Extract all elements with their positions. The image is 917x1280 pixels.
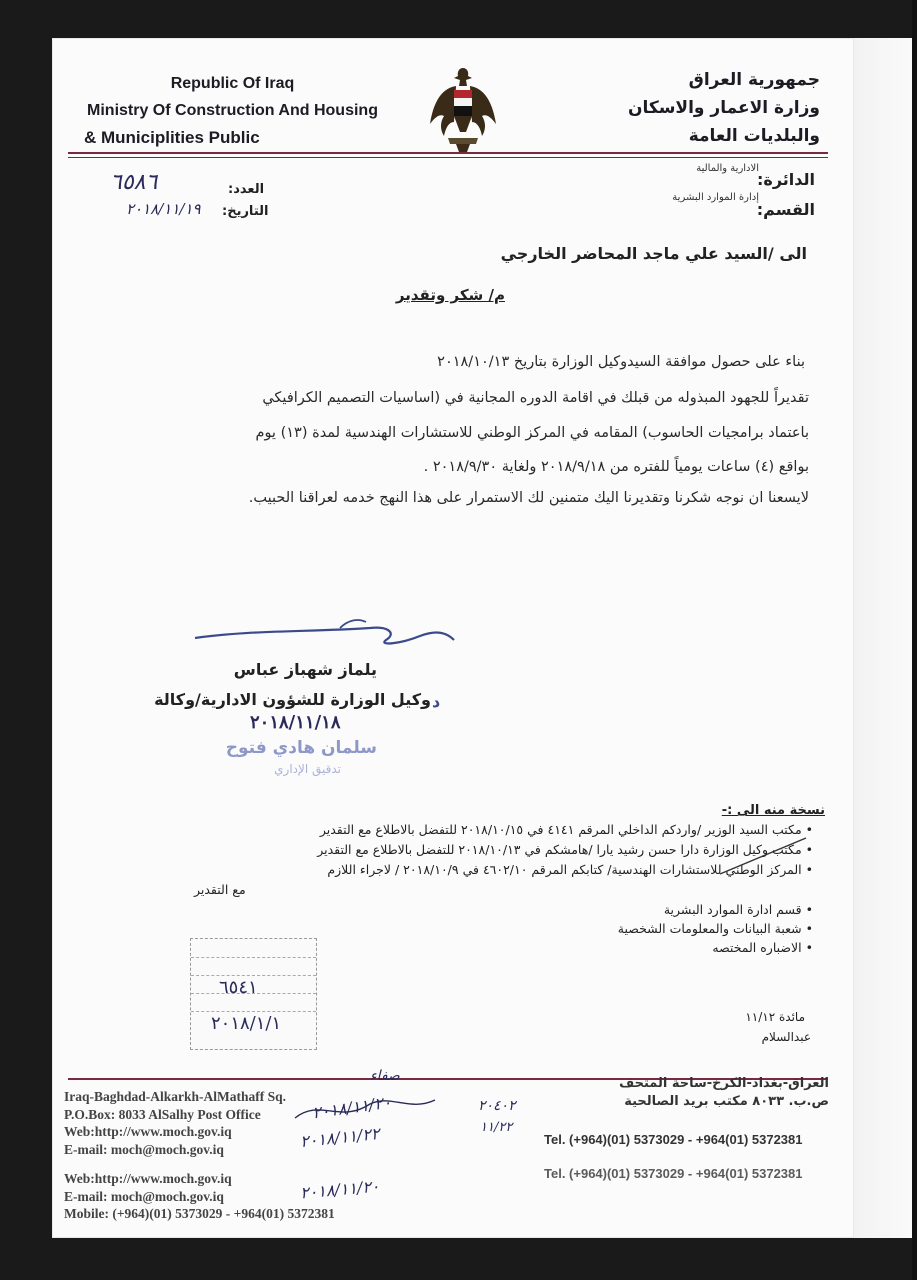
copy-item-1: • مكتب السيد الوزير /واردكم الداخلي المرقم ٤١٤١ في ٢٠١٨/١٠/١٥ للتفضل بالاطلاع مع التقدير xyxy=(319,822,813,837)
typist-line-1: مائدة ١١/١٢ xyxy=(745,1010,805,1024)
signature-scribble xyxy=(190,610,470,660)
footer-email-copy: E-mail: moch@moch.gov.iq xyxy=(64,1188,224,1204)
handwritten-scribble xyxy=(290,1088,440,1128)
ar-municipalities: والبلديات العامة xyxy=(688,126,820,146)
body-paragraph-2: تقديراً للجهود المبذوله من قبلك في اقامة الدوره المجانية في (اساسيات التصميم الكرافيكي xyxy=(262,390,809,406)
number-label: العدد: xyxy=(228,182,265,197)
footer-web-copy: Web:http://www.moch.gov.iq xyxy=(64,1171,232,1186)
header-rule xyxy=(68,152,828,154)
signatory-title: وكيل الوزارة للشؤون الادارية/وكالة xyxy=(154,690,431,709)
typist-line-2: عبدالسلام xyxy=(761,1030,811,1044)
paper-edge xyxy=(854,38,912,1238)
copy-item-5-text: شعبة البيانات والمعلومات الشخصية xyxy=(617,921,802,936)
body-paragraph-1: بناء على حصول موافقة السيدوكيل الوزارة بتاريخ ٢٠١٨/١٠/١٣ xyxy=(437,354,805,370)
copy-item-3-text: المركز الوطني للاستشارات الهندسية/ كتابكم المرقم ٤٦٠٢/١٠ في ٢٠١٨/١٠/٩ / لاجراء اللازم xyxy=(327,862,802,877)
recipient-line: الى /السيد علي ماجد المحاضر الخارجي xyxy=(500,244,807,263)
footer-ar-address: العراق-بغداد-الكرخ-ساحة المتحف xyxy=(619,1076,829,1091)
copy-item-4: • قسم ادارة الموارد البشرية xyxy=(663,902,813,917)
number-value: ٦٥٨٦ xyxy=(110,170,158,195)
copy-item-6: • الاضباره المختصه xyxy=(712,940,813,955)
stamp-date: ٢٠١٨/١/١ xyxy=(211,1013,282,1034)
copy-item-5: • شعبة البيانات والمعلومات الشخصية xyxy=(617,921,813,936)
date-label: التاريخ: xyxy=(222,204,269,219)
stamp-number: ٦٥٤١ xyxy=(219,977,258,998)
frame-edge xyxy=(912,0,917,1280)
copy-item-4-text: قسم ادارة الموارد البشرية xyxy=(663,902,802,917)
copy-item-1-text: مكتب السيد الوزير /واردكم الداخلي المرقم ٤١٤١ في ٢٠١٨/١٠/١٥ للتفضل بالاطلاع مع التقدير xyxy=(319,822,802,837)
signatory-title-prefix: د xyxy=(432,692,441,711)
stamp-overlay-name: سلمان هادي فتوح xyxy=(225,738,377,758)
footer-arabic xyxy=(529,1075,829,1111)
section-value: إدارة الموارد البشرية xyxy=(672,192,759,203)
arabic-letterhead xyxy=(560,66,820,150)
body-paragraph-3: باعتماد برامجيات الحاسوب) المقامه في المركز الوطني للاستشارات الهندسية لمدة (١٣) يوم xyxy=(255,425,809,441)
footer-web: Web:http://www.moch.gov.iq xyxy=(64,1124,232,1139)
handwritten-date-3: ٢٠١٨/١١/٢٠ xyxy=(299,1176,381,1203)
footer-tel-copy: Tel. (+964)(01) 5373029 - +964(01) 5372381 xyxy=(544,1166,803,1181)
en-municipalities: & Municiplities Public xyxy=(84,128,260,147)
copies-heading: نسخة منه الى :- xyxy=(721,803,825,818)
copy-item-3: • المركز الوطني للاستشارات الهندسية/ كتابكم المرقم ٤٦٠٢/١٠ في ٢٠١٨/١٠/٩ / لاجراء اللازم xyxy=(327,862,813,877)
stamp-overlay-sub: تدقيق الإداري xyxy=(274,762,341,776)
english-letterhead xyxy=(80,70,385,151)
copy-item-2-text: مكتب وكيل الوزارة دارا حسن رشيد يارا /هامشكم في ٢٠١٨/١٠/١٣ للتفضل بالاطلاع مع التقدير xyxy=(317,842,802,857)
signature-date: ٢٠١٨/١١/١٨ xyxy=(250,712,341,733)
signatory-name: يلماز شهباز عباس xyxy=(233,660,377,679)
footer-email: E-mail: moch@moch.gov.iq xyxy=(64,1141,224,1157)
footer-ar-pobox: ص.ب. ٨٠٣٣ مكتب بريد الصالحية xyxy=(624,1094,829,1109)
iraq-eagle-emblem-icon xyxy=(426,64,500,156)
date-value: ٢٠١٨/١١/١٩ xyxy=(126,200,201,218)
handwritten-date-1: ٢٠١٨/١١/٢٠ xyxy=(311,1092,393,1123)
handwritten-note-name: صفاء xyxy=(370,1068,400,1084)
ar-ministry: وزارة الاعمار والاسكان xyxy=(627,98,820,118)
copy-item-2: • مكتب وكيل الوزارة دارا حسن رشيد يارا /هامشكم في ٢٠١٨/١٠/١٣ للتفضل بالاطلاع مع التقدير xyxy=(317,842,813,857)
handwritten-check-mark xyxy=(716,834,812,884)
department-label: الدائرة: xyxy=(756,170,815,189)
incoming-stamp-box xyxy=(190,938,317,1050)
footer-address: Iraq-Baghdad-Alkarkh-AlMathaff Sq. xyxy=(64,1089,287,1104)
subject-line: م/ شكر وتقدير xyxy=(395,286,505,304)
section-label: القسم: xyxy=(756,200,815,219)
footer-pobox: P.O.Box: 8033 AlSalhy Post Office xyxy=(64,1106,261,1122)
handwritten-date-2: ٢٠١٨/١١/٢٢ xyxy=(299,1123,381,1152)
handwritten-note-right-2: ١١/٢٢ xyxy=(480,1120,513,1135)
copy-item-6-text: الاضباره المختصه xyxy=(712,940,802,955)
department-value: الادارية والمالية xyxy=(696,163,759,174)
copy-item-3-cont: مع التقدير xyxy=(194,882,246,897)
body-paragraph-5: لايسعنا ان نوجه شكرنا وتقديرنا اليك متمنين لك الاستمرار على هذا النهج خدمه لعراقنا الحبيب. xyxy=(248,490,809,506)
body-paragraph-4: بواقع (٤) ساعات يومياً للفتره من ٢٠١٨/٩/١٨ ولغاية ٢٠١٨/٩/٣٠ . xyxy=(423,459,809,475)
footer-tel: Tel. (+964)(01) 5373029 - +964(01) 5372381 xyxy=(544,1132,803,1147)
en-republic: Republic Of Iraq xyxy=(170,75,295,92)
ar-republic: جمهورية العراق xyxy=(688,70,820,90)
footer-mobile: Mobile: (+964)(01) 5373029 - +964(01) 5372381 xyxy=(64,1206,335,1221)
en-ministry: Ministry Of Construction And Housing xyxy=(87,102,378,119)
header-rule-thin xyxy=(68,157,828,158)
handwritten-note-right: ٢٠٤٠٢ xyxy=(478,1098,516,1114)
